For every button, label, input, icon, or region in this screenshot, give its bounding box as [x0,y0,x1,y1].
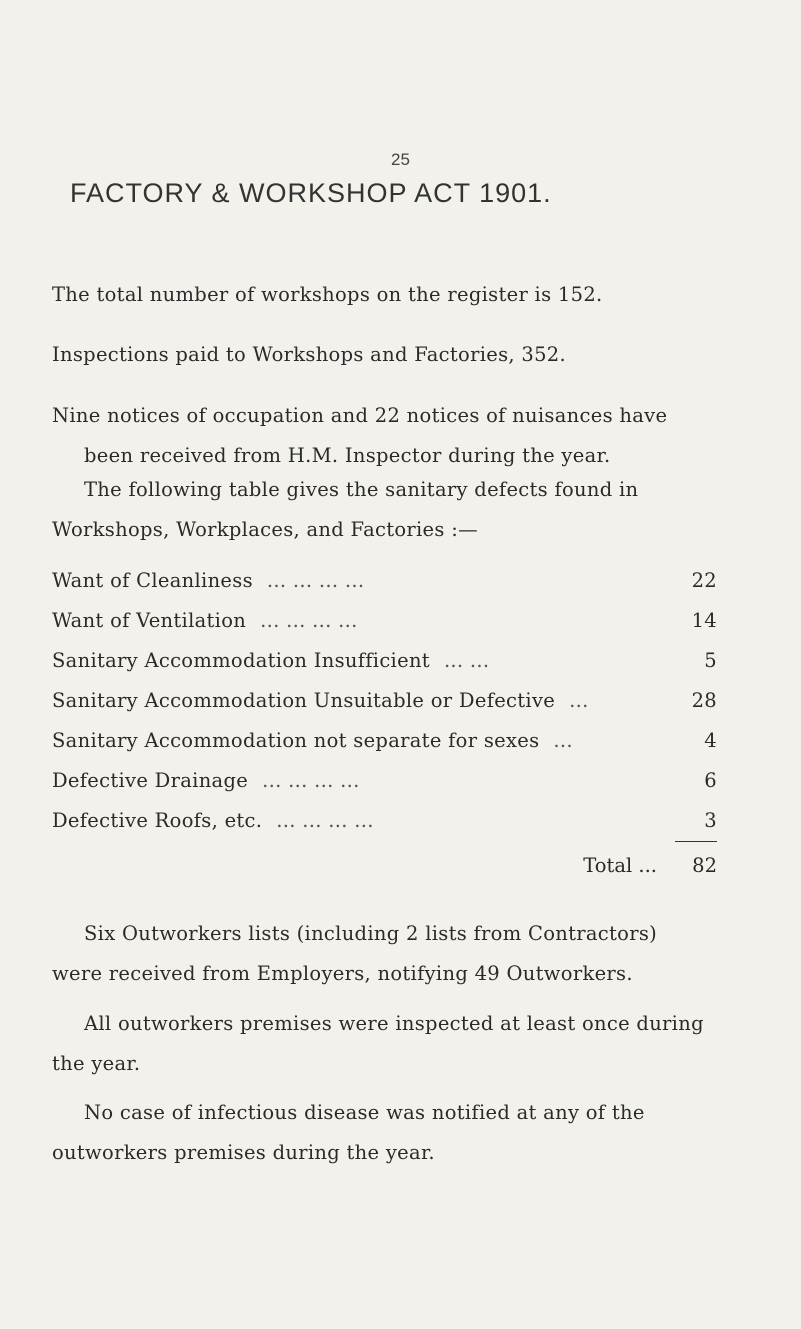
paragraph-notices [52,396,732,476]
defect-row [52,680,717,720]
defect-label: Sanitary Accommodation Unsuitable or Defective [52,688,556,712]
page-title: FACTORY & WORKSHOP ACT 1901. [70,178,552,208]
paragraph-inspections [52,335,732,375]
dot-leader: ... ... ... ... [262,768,360,792]
defect-label: Defective Drainage [52,768,249,792]
paragraph-line: No case of infectious disease was notified at any of the [84,1101,645,1124]
total-row [52,845,717,885]
defect-row [52,600,717,640]
dot-leader: ... ... [443,648,490,672]
paragraph-workshops-total [52,275,732,315]
defect-count: 5 [704,648,717,672]
paragraph-line: the year. [52,1052,141,1075]
defect-count: 3 [704,808,717,832]
defect-count: 4 [704,728,717,752]
defect-label: Sanitary Accommodation Insufficient [52,648,430,672]
defect-row [52,800,717,840]
page-number: 25 [391,150,410,169]
paragraph-outworkers-lists [52,914,742,994]
defect-label: Want of Ventilation [52,608,247,632]
defect-count: 28 [691,688,717,712]
paragraph-line: Workshops, Workplaces, and Factories :— [52,518,478,541]
defect-row [52,560,717,600]
paragraph-line: The following table gives the sanitary defects found in [84,478,639,501]
dot-leader: ... [553,728,573,752]
paragraph-table-intro [52,470,732,550]
dot-leader: ... ... ... ... [276,808,374,832]
paragraph-line: outworkers premises during the year. [52,1141,435,1164]
defect-label: Sanitary Accommodation not separate for sexes [52,728,540,752]
defect-label: Defective Roofs, etc. [52,808,263,832]
defect-label: Want of Cleanliness [52,568,253,592]
dot-leader: ... ... ... ... [266,568,365,592]
paragraph-infectious-disease [52,1093,742,1173]
defect-count: 6 [704,768,717,792]
defect-row [52,760,717,800]
paragraph-line: All outworkers premises were inspected at least once during [84,1012,704,1035]
paragraph-line: been received from H.M. Inspector during the year. [84,444,611,467]
defect-count: 22 [691,568,717,592]
paragraph-line: Six Outworkers lists (including 2 lists from Contractors) [84,922,658,945]
defect-count: 14 [691,608,717,632]
defect-row [52,720,717,760]
defect-row [52,640,717,680]
paragraph-line: Nine notices of occupation and 22 notices of nuisances have [52,404,668,427]
paragraph-text: Inspections paid to Workshops and Factories, 352. [52,343,566,366]
defects-table [52,560,717,840]
paragraph-line: were received from Employers, notifying 49 Outworkers. [52,962,633,985]
paragraph-text: The total number of workshops on the register is 152. [52,283,603,306]
total-label: Total ... [583,853,657,877]
paragraph-inspection-premises [52,1004,742,1084]
total-divider [675,841,717,842]
total-count: 82 [692,853,717,877]
dot-leader: ... [569,688,589,712]
dot-leader: ... ... ... ... [260,608,358,632]
